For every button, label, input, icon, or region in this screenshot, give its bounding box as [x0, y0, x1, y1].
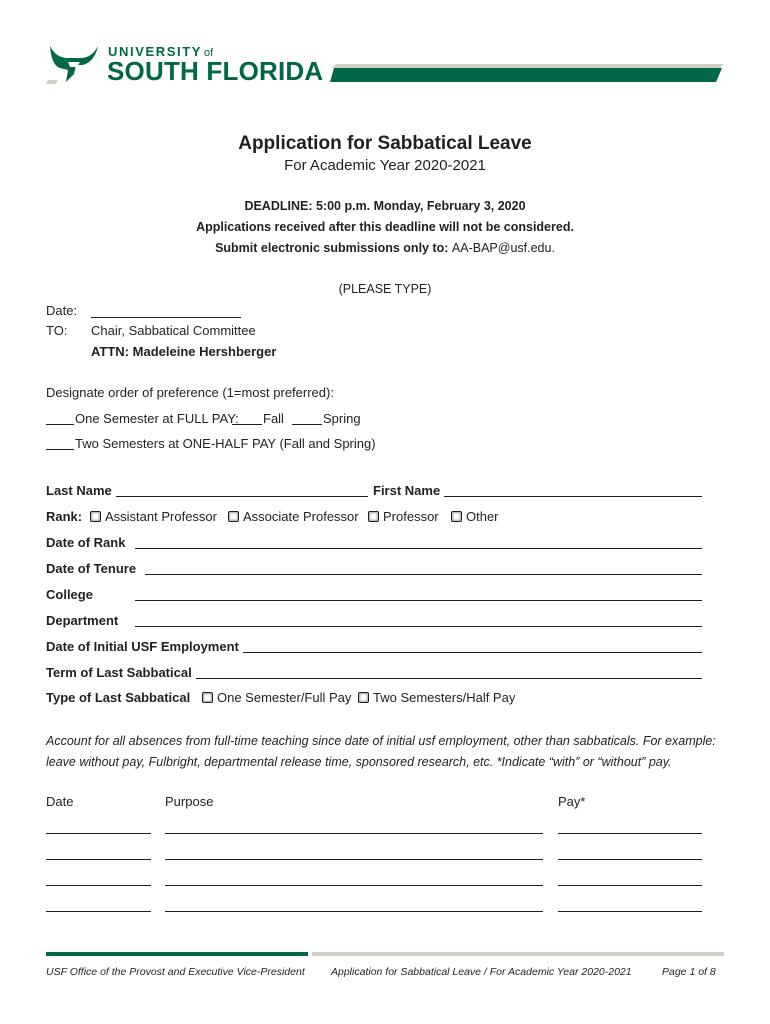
absence-purpose-field[interactable] [165, 885, 543, 886]
footer-office: USF Office of the Provost and Executive Vice-President [46, 966, 305, 978]
fall-label: Fall [263, 411, 284, 426]
absence-date-field[interactable] [46, 859, 151, 860]
college-label: College [46, 587, 93, 602]
absence-purpose-field[interactable] [165, 911, 543, 912]
date-label: Date: [46, 303, 78, 318]
deadline-line: DEADLINE: 5:00 p.m. Monday, February 3, 2020 [244, 199, 526, 213]
initial-employment-field[interactable] [243, 652, 702, 653]
rank-label: Rank: [46, 509, 83, 524]
one-semester-rank-field[interactable] [46, 424, 74, 425]
initial-employment-label: Date of Initial USF Employment [46, 639, 239, 654]
to-label: TO: [46, 323, 68, 338]
date-of-rank-field[interactable] [135, 548, 702, 549]
footer-green-bar [46, 952, 308, 956]
late-application-notice: Applications received after this deadline will not be considered. [196, 220, 574, 234]
rank-option-assistant[interactable]: Assistant Professor [90, 509, 217, 524]
to-value: Chair, Sabbatical Committee [91, 323, 256, 338]
absence-purpose-field[interactable] [165, 833, 543, 834]
absences-col-purpose: Purpose [165, 794, 214, 809]
department-label: Department [46, 613, 119, 628]
rank-option-professor[interactable]: Professor [368, 509, 439, 524]
please-type-note: (PLEASE TYPE) [338, 282, 432, 296]
term-last-sabbatical-field[interactable] [196, 678, 702, 679]
submission-email[interactable]: AA-BAP@usf.edu. [451, 241, 555, 255]
absence-date-field[interactable] [46, 885, 151, 886]
date-of-tenure-field[interactable] [145, 574, 702, 575]
checkbox-icon[interactable] [358, 692, 369, 703]
rank-option-associate[interactable]: Associate Professor [228, 509, 359, 524]
absence-pay-field[interactable] [558, 833, 702, 834]
term-last-sabbatical-label: Term of Last Sabbatical [46, 665, 192, 680]
footer-doc-title: Application for Sabbatical Leave / For Academic Year 2020-2021 [331, 966, 632, 978]
university-line: UNIVERSITY of [108, 44, 214, 59]
absence-pay-field[interactable] [558, 885, 702, 886]
page-title: Application for Sabbatical Leave [238, 133, 532, 154]
checkbox-icon[interactable] [368, 511, 379, 522]
date-of-tenure-label: Date of Tenure [46, 561, 137, 576]
submission-notice: Submit electronic submissions only to: AA-BAP@usf.edu. [215, 241, 555, 255]
first-name-label: First Name [373, 483, 441, 498]
fall-rank-field[interactable] [232, 424, 262, 425]
type-option-two-semesters[interactable]: Two Semesters/Half Pay [358, 690, 515, 705]
footer-page-number: Page 1 of 8 [662, 966, 716, 978]
type-last-sabbatical-label: Type of Last Sabbatical [46, 690, 191, 705]
page-subtitle: For Academic Year 2020-2021 [284, 157, 486, 174]
last-name-field[interactable] [116, 496, 368, 497]
spring-label: Spring [323, 411, 361, 426]
preference-intro: Designate order of preference (1=most preferred): [46, 385, 334, 400]
absence-date-field[interactable] [46, 833, 151, 834]
footer-gray-bar [312, 952, 724, 956]
checkbox-icon[interactable] [90, 511, 101, 522]
spring-rank-field[interactable] [292, 424, 322, 425]
south-florida-wordmark: SOUTH FLORIDA [107, 56, 324, 86]
header-banner-stripe [330, 64, 724, 82]
absence-pay-field[interactable] [558, 859, 702, 860]
absences-col-pay: Pay* [558, 794, 586, 809]
two-semesters-rank-field[interactable] [46, 449, 74, 450]
one-semester-label: One Semester at FULL PAY: [75, 411, 239, 426]
checkbox-icon[interactable] [202, 692, 213, 703]
college-field[interactable] [135, 600, 702, 601]
usf-bull-logo-icon [44, 40, 102, 86]
absence-purpose-field[interactable] [165, 859, 543, 860]
checkbox-icon[interactable] [228, 511, 239, 522]
first-name-field[interactable] [444, 496, 702, 497]
type-option-one-semester[interactable]: One Semester/Full Pay [202, 690, 351, 705]
date-field[interactable] [91, 317, 241, 318]
absence-date-field[interactable] [46, 911, 151, 912]
date-of-rank-label: Date of Rank [46, 535, 126, 550]
absences-instructions: Account for all absences from full-time teaching since date of initial usf employment, other than sabbaticals. For example: leave without pay, Fulbright, departmental release time, sponsored research, etc. *Indicate “with” or “without” pay. [46, 734, 716, 769]
absences-col-date: Date [46, 794, 74, 809]
rank-option-other[interactable]: Other [451, 509, 499, 524]
two-semesters-label: Two Semesters at ONE-HALF PAY (Fall and Spring) [75, 436, 376, 451]
attn-line: ATTN: Madeleine Hershberger [91, 344, 277, 359]
department-field[interactable] [135, 626, 702, 627]
absence-pay-field[interactable] [558, 911, 702, 912]
last-name-label: Last Name [46, 483, 112, 498]
checkbox-icon[interactable] [451, 511, 462, 522]
